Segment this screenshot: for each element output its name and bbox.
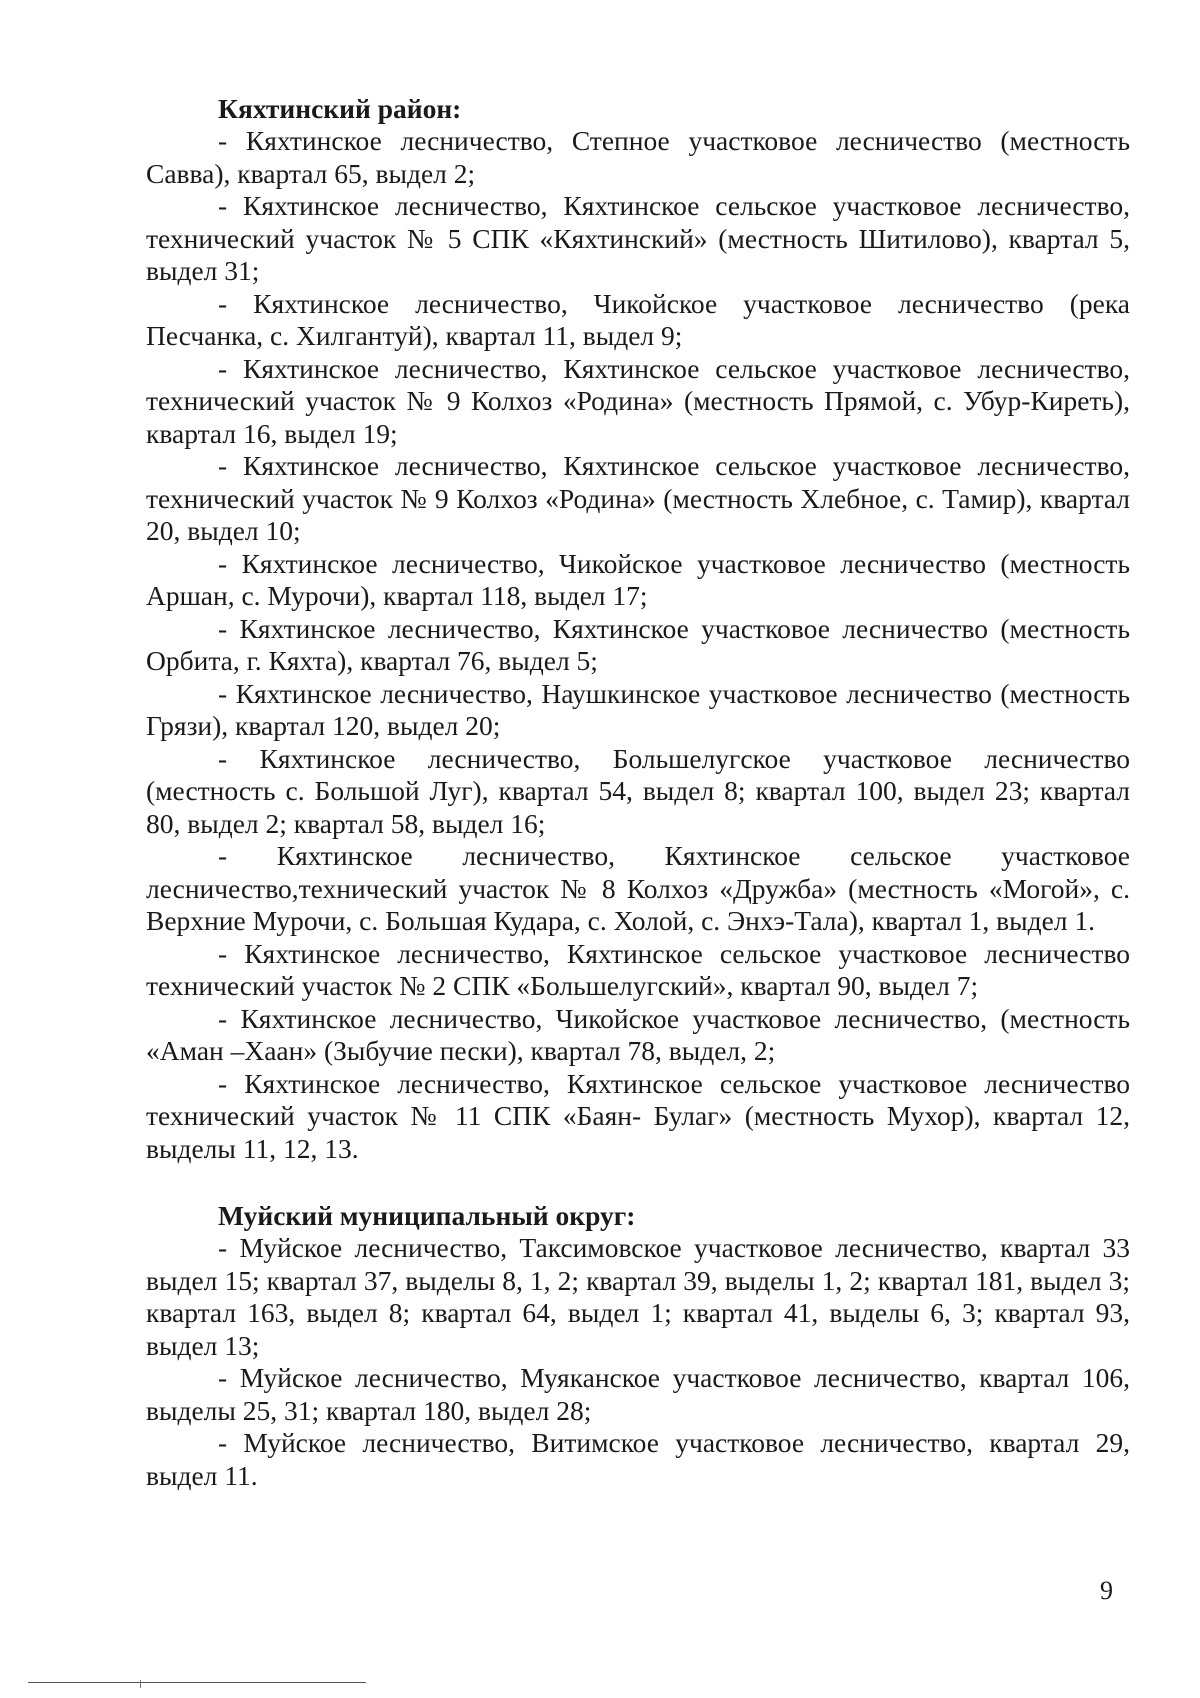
list-item: - Кяхтинское лесничество, Кяхтинское сельское участковое лесничество, технический участок № 9 Колхоз «Родина» (местность Прямой, с. Убур-Киреть), квартал 16, выдел 19; xyxy=(146,352,1130,449)
section-heading: Муйский муниципальный округ: xyxy=(218,1200,636,1231)
list-item: - Кяхтинское лесничество, Степное участковое лесничество (местность Савва), квартал 65, выдел 2; xyxy=(146,125,1130,189)
list-item: - Кяхтинское лесничество, Кяхтинское сельское участковое лесничество технический участок № 2 СПК «Большелугский», квартал 90, выдел 7; xyxy=(146,937,1130,1001)
list-item: - Кяхтинское лесничество, Чикойское участковое лесничество (река Песчанка, с. Хилгантуй), квартал 11, выдел 9; xyxy=(146,287,1130,351)
document-page xyxy=(146,92,1130,1492)
list-item: - Кяхтинское лесничество, Кяхтинское участковое лесничество (местность Орбита, г. Кяхта), квартал 76, выдел 5; xyxy=(146,612,1130,676)
list-item: - Кяхтинское лесничество, Кяхтинское сельское участковое лесничество технический участок № 11 СПК «Баян- Булаг» (местность Мухор), квартал 12, выделы 11, 12, 13. xyxy=(146,1067,1130,1164)
list-item: - Кяхтинское лесничество, Наушкинское участковое лесничество (местность Грязи), квартал 120, выдел 20; xyxy=(146,677,1130,741)
list-item: - Кяхтинское лесничество, Кяхтинское сельское участковое лесничество, технический участок № 9 Колхоз «Родина» (местность Хлебное, с. Тамир), квартал 20, выдел 10; xyxy=(146,450,1130,546)
list-item: - Кяхтинское лесничество, Кяхтинское сельское участковое лесничество, технический участок № 5 СПК «Кяхтинский» (местность Шитилово), квартал 5, выдел 31; xyxy=(146,190,1130,286)
footer-rule xyxy=(28,1682,366,1683)
section-muya-municipal-district xyxy=(146,1199,1130,1492)
list-item: - Кяхтинское лесничество, Большелугское участковое лесничество (местность с. Большой Луг), квартал 54, выдел 8; квартал 100, выдел 23; квартал 80, выдел 2; квартал 58, выдел 16; xyxy=(146,742,1130,839)
list-item: - Кяхтинское лесничество, Чикойское участковое лесничество, (местность «Аман –Хаан» (Зыбучие пески), квартал 78, выдел, 2; xyxy=(146,1002,1130,1066)
list-item: - Кяхтинское лесничество, Кяхтинское сельское участковое лесничество,технический участок № 8 Колхоз «Дружба» (местность «Могой», с. Верхние Мурочи, с. Большая Кудара, с. Холой, с. Энхэ-Тала), квартал 1, выдел 1. xyxy=(146,840,1130,936)
page-number: 9 xyxy=(1100,1576,1113,1605)
section-heading: Кяхтинский район: xyxy=(218,93,462,124)
section-kyakhta-district xyxy=(146,92,1130,1165)
list-item: - Кяхтинское лесничество, Чикойское участковое лесничество (местность Аршан, с. Мурочи), квартал 118, выдел 17; xyxy=(146,547,1130,611)
footer-rule-tick xyxy=(140,1680,141,1688)
list-item: - Муйское лесничество, Таксимовское участковое лесничество, квартал 33 выдел 15; квартал 37, выделы 8, 1, 2; квартал 39, выделы 1, 2; квартал 181, выдел 3; квартал 163, выдел 8; квартал 64, выдел 1; квартал 41, выделы 6, 3; квартал 93, выдел 13; xyxy=(146,1232,1130,1361)
list-item: - Муйское лесничество, Витимское участковое лесничество, квартал 29, выдел 11. xyxy=(146,1427,1130,1491)
list-item: - Муйское лесничество, Муяканское участковое лесничество, квартал 106, выделы 25, 31; квартал 180, выдел 28; xyxy=(146,1362,1130,1426)
